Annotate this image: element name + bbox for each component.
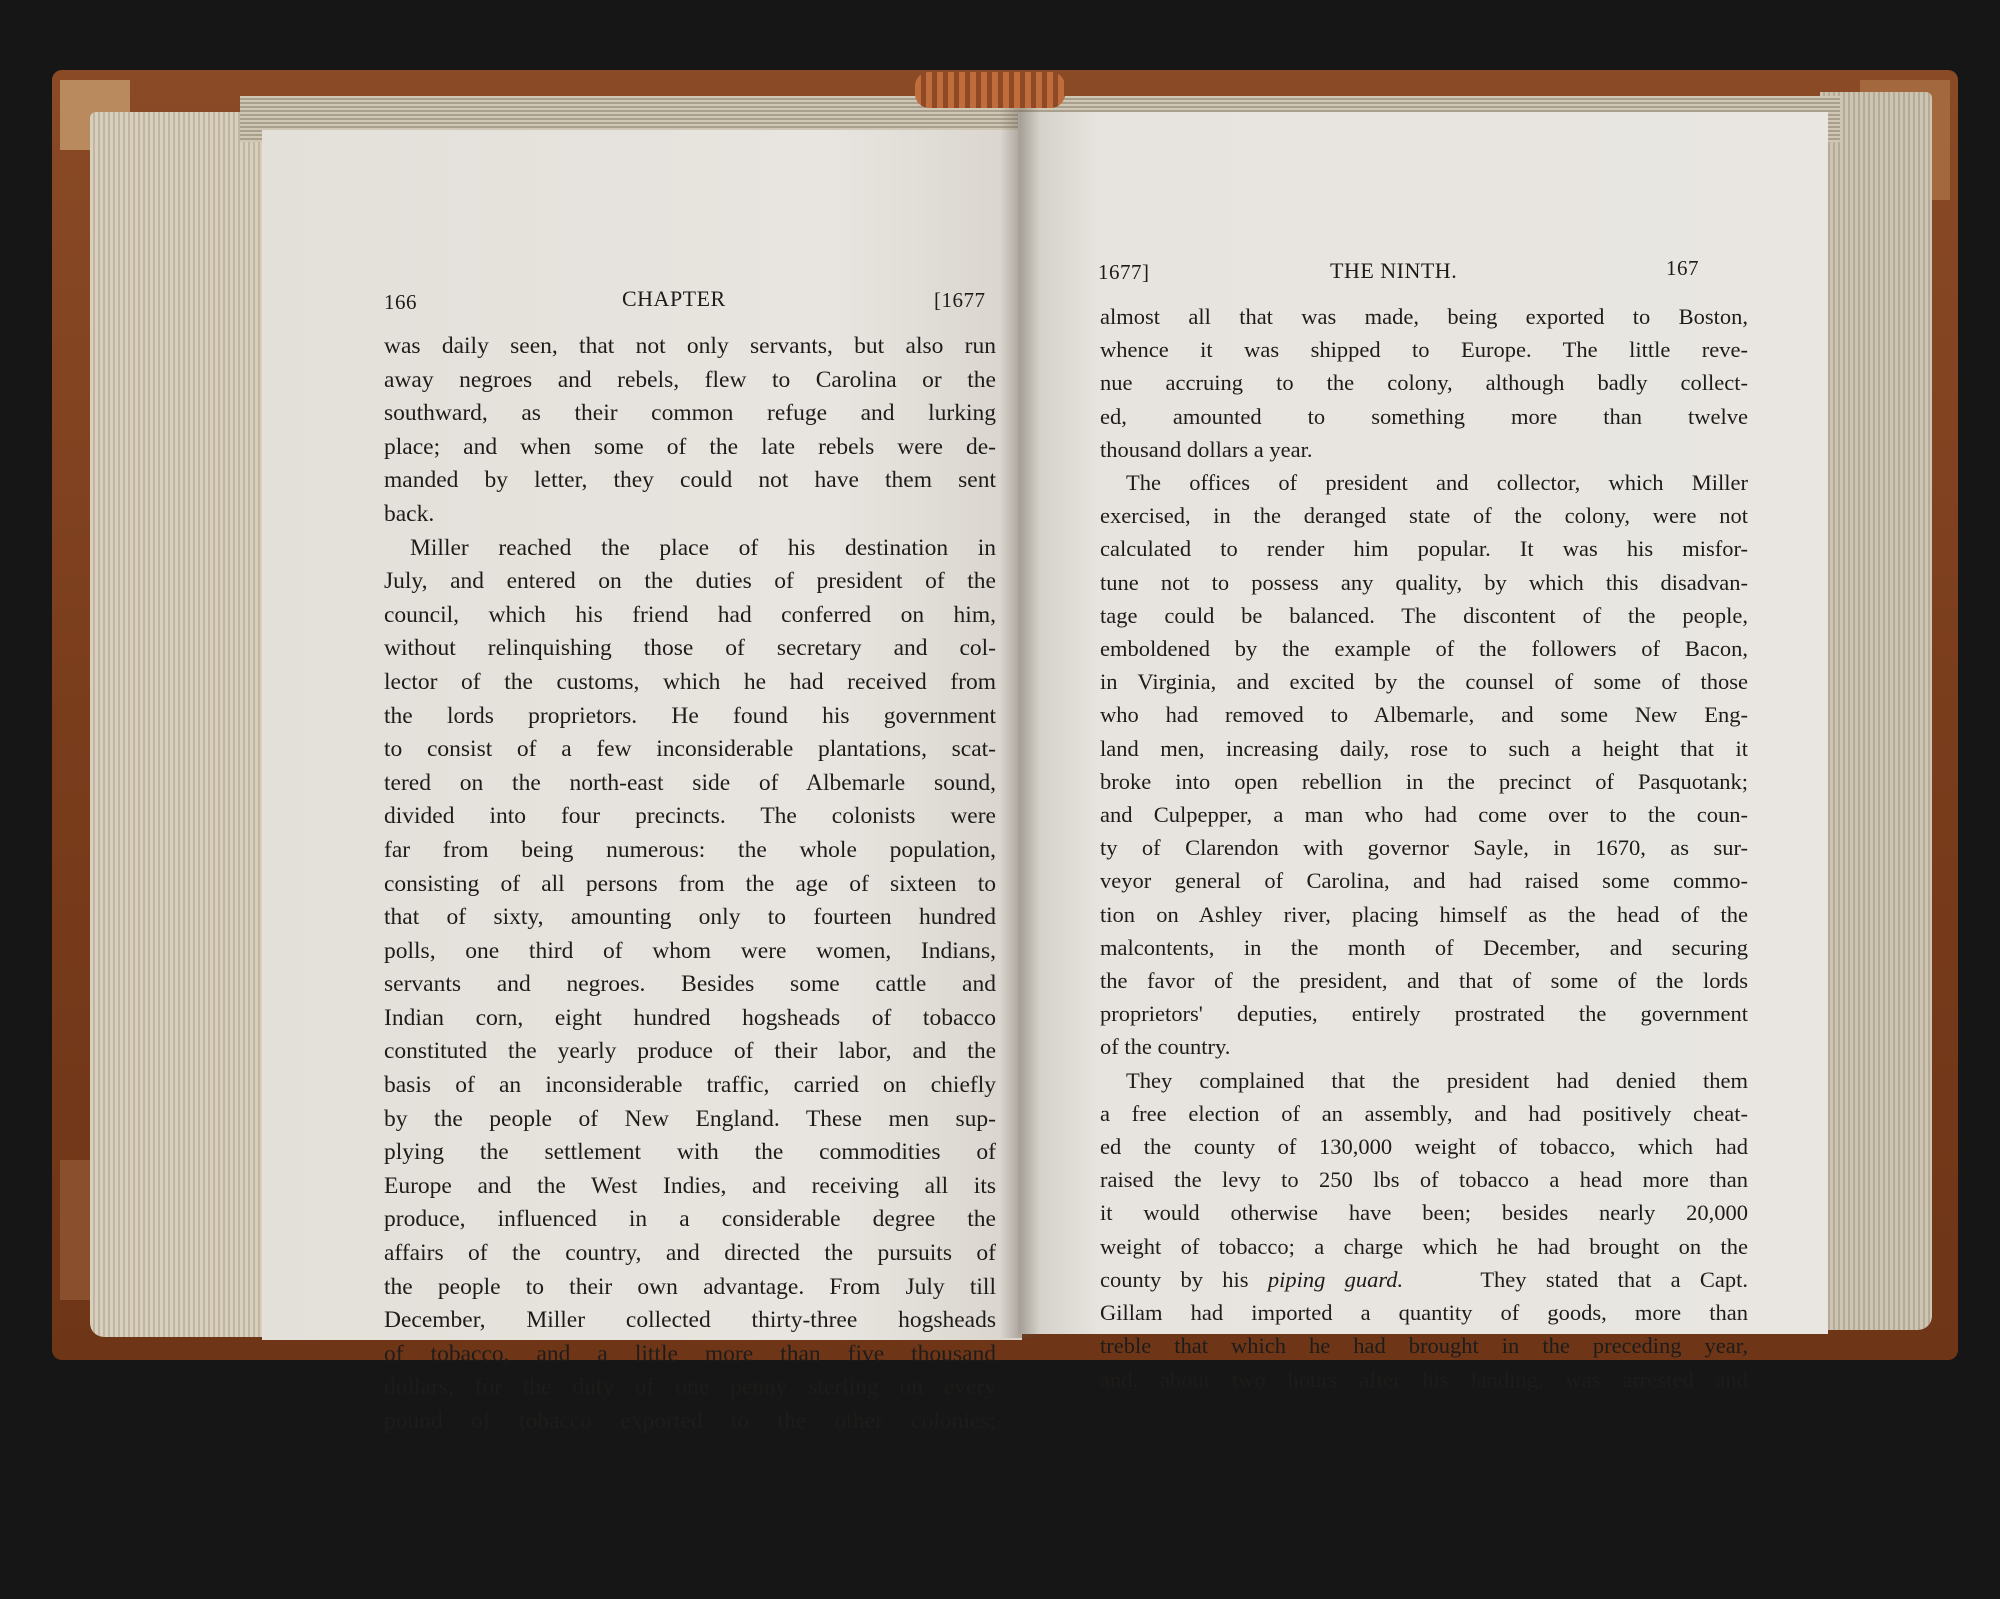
- text-line: by the people of New England. These men sup-: [384, 1105, 996, 1132]
- text-line: lector of the customs, which he had received from: [384, 668, 996, 695]
- headband: [915, 72, 1065, 108]
- text-line: polls, one third of whom were women, Indians,: [384, 937, 996, 964]
- text-line: produce, influenced in a considerable degree the: [384, 1206, 996, 1233]
- text-line: the people to their own advantage. From July till: [384, 1273, 996, 1300]
- text-line: They complained that the president had denied them: [1126, 1067, 1748, 1093]
- text-line: affairs of the country, and directed the pursuits of: [384, 1240, 996, 1267]
- text-line: proprietors' deputies, entirely prostrated the government: [1100, 1001, 1748, 1027]
- text-line: constituted the yearly produce of their labor, and the: [384, 1038, 996, 1065]
- text-line: ty of Clarendon with governor Sayle, in 1670, as sur-: [1100, 835, 1748, 861]
- text-line: weight of tobacco; a charge which he had brought on the: [1100, 1233, 1748, 1259]
- body-text: [384, 330, 996, 1439]
- page-edges-right: [1820, 92, 1932, 1330]
- page-edges-left: [90, 112, 270, 1337]
- text-line: almost all that was made, being exported to Boston,: [1100, 304, 1748, 329]
- text-line-mixed: [1100, 1263, 1748, 1296]
- running-year: 1677]: [1098, 260, 1150, 284]
- text-line: plying the settlement with the commodities of: [384, 1139, 996, 1166]
- text-line: basis of an inconsiderable traffic, carried on chiefly: [384, 1072, 996, 1099]
- running-year: [1677: [934, 288, 986, 312]
- text-line: broke into open rebellion in the precinct of Pasquotank;: [1100, 768, 1748, 794]
- body-text: [1100, 300, 1748, 1396]
- left-page: [262, 130, 1022, 1434]
- text-line: Gillam had imported a quantity of goods, more than: [1100, 1300, 1748, 1326]
- page-number: 167: [1666, 256, 1699, 280]
- text-line: tage could be balanced. The discontent of the people,: [1100, 602, 1748, 628]
- text-line: malcontents, in the month of December, and securing: [1100, 934, 1748, 960]
- text-line: ed the county of 130,000 weight of tobacco, which had: [1100, 1134, 1748, 1160]
- text-line: that of sixty, amounting only to fourteen hundred: [384, 904, 996, 931]
- text-line: December, Miller collected thirty-three hogsheads: [384, 1307, 996, 1334]
- text-line: without relinquishing those of secretary and col-: [384, 635, 996, 662]
- text-line: The offices of president and collector, which Miller: [1126, 470, 1748, 496]
- text-line: it would otherwise have been; besides nearly 20,000: [1100, 1200, 1748, 1226]
- text-line: dollars, for the duty of one penny sterling on every: [384, 1374, 996, 1401]
- text-line: Europe and the West Indies, and receiving all its: [384, 1172, 996, 1199]
- text-line: nue accruing to the colony, although badly collect-: [1100, 370, 1748, 396]
- text-line: the favor of the president, and that of some of the lords: [1100, 968, 1748, 994]
- text-line: who had removed to Albemarle, and some New Eng-: [1100, 702, 1748, 728]
- text-line: thousand dollars a year.: [1100, 436, 1313, 462]
- text-line: raised the levy to 250 lbs of tobacco a head more than: [1100, 1167, 1748, 1193]
- text-line: council, which his friend had conferred on him,: [384, 601, 996, 628]
- text-line: in Virginia, and excited by the counsel of some of those: [1100, 669, 1748, 695]
- text-line: servants and negroes. Besides some cattle and: [384, 971, 996, 998]
- text-line: consisting of all persons from the age of sixteen to: [384, 870, 996, 897]
- text-line: tion on Ashley river, placing himself as the head of the: [1100, 901, 1748, 927]
- text-line: tune not to possess any quality, by which this disadvan-: [1100, 569, 1748, 595]
- text-line: of tobacco, and a little more than five thousand: [384, 1340, 996, 1367]
- text-line: was daily seen, that not only servants, but also run: [384, 333, 996, 359]
- text-line: far from being numerous: the whole population,: [384, 836, 996, 863]
- text-line: pound of tobacco exported to the other colonies;: [384, 1408, 996, 1434]
- page-number: 166: [384, 290, 417, 314]
- running-title: CHAPTER: [622, 286, 726, 311]
- text-line: back.: [384, 500, 435, 527]
- text-line: July, and entered on the duties of president of the: [384, 568, 996, 595]
- right-page: [1018, 112, 1828, 1392]
- text-line: land men, increasing daily, rose to such a height that it: [1100, 735, 1748, 761]
- text-line: whence it was shipped to Europe. The little reve-: [1100, 337, 1748, 363]
- text-line: ed, amounted to something more than twelve: [1100, 403, 1748, 429]
- text-line: southward, as their common refuge and lurking: [384, 400, 996, 427]
- text-line: place; and when some of the late rebels were de-: [384, 433, 996, 460]
- text-line: calculated to render him popular. It was his misfor-: [1100, 536, 1748, 562]
- text-line: tered on the north-east side of Albemarle sound,: [384, 769, 996, 796]
- text-line: the lords proprietors. He found his government: [384, 702, 996, 729]
- text-fragment: They stated that a Capt.: [1480, 1266, 1748, 1292]
- text-fragment: county by his: [1100, 1266, 1249, 1292]
- text-line: Miller reached the place of his destination in: [410, 534, 996, 561]
- text-line: Indian corn, eight hundred hogsheads of tobacco: [384, 1004, 996, 1031]
- text-line: to consist of a few inconsiderable plantations, scat-: [384, 736, 996, 763]
- text-line: emboldened by the example of the followers of Bacon,: [1100, 636, 1748, 662]
- text-line: and, about two hours after his landing, was arrested and: [1100, 1366, 1748, 1392]
- text-line: of the country.: [1100, 1034, 1231, 1060]
- text-line: exercised, in the deranged state of the colony, were not: [1100, 503, 1748, 529]
- text-line: veyor general of Carolina, and had raised some commo-: [1100, 868, 1748, 894]
- text-line: away negroes and rebels, flew to Carolina or the: [384, 366, 996, 393]
- italic-phrase: piping guard.: [1267, 1266, 1404, 1292]
- text-line: manded by letter, they could not have them sent: [384, 467, 996, 494]
- book-gutter: [1000, 108, 1040, 1338]
- text-line: divided into four precincts. The colonists were: [384, 803, 996, 830]
- text-line: treble that which he had brought in the preceding year,: [1100, 1333, 1748, 1359]
- running-title: THE NINTH.: [1330, 258, 1458, 283]
- text-line: and Culpepper, a man who had come over to the coun-: [1100, 802, 1748, 828]
- text-line: a free election of an assembly, and had positively cheat-: [1100, 1100, 1748, 1126]
